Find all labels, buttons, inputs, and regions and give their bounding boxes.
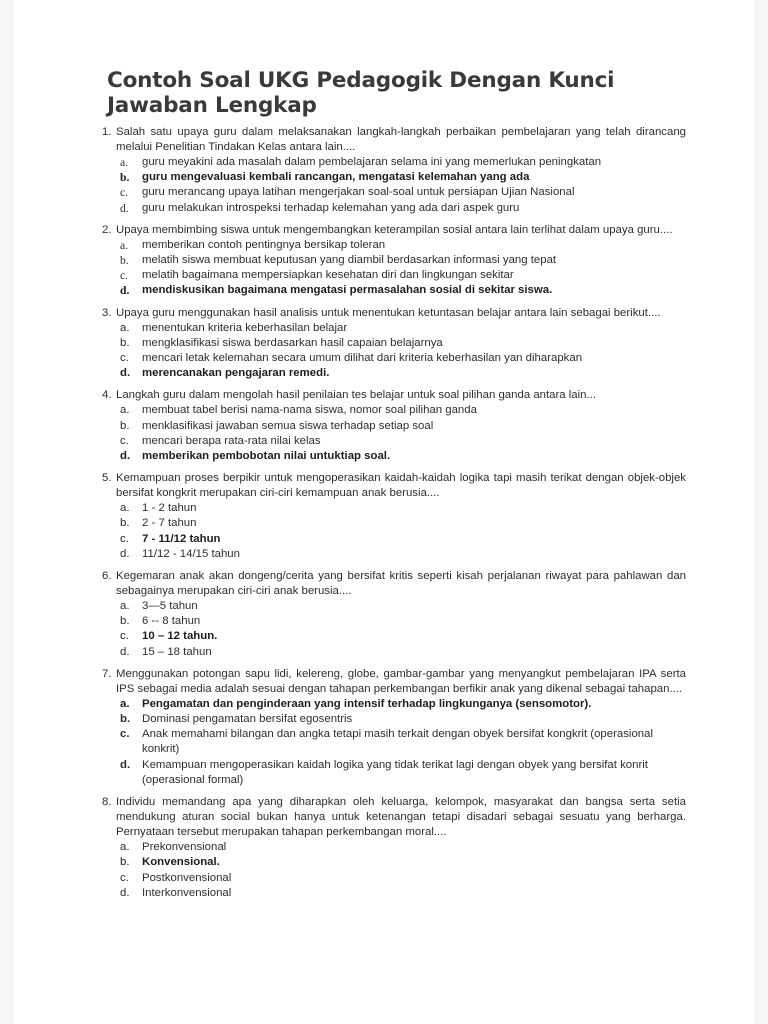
question-text: Upaya guru menggunakan hasil analisis untuk menentukan ketuntasan belajar antara lain sebagai berikut.... <box>116 306 661 319</box>
question-stem <box>86 569 686 599</box>
option-letter: c. <box>120 532 129 545</box>
option-a <box>86 403 686 418</box>
option-letter: a. <box>120 404 130 417</box>
option-c-answer <box>86 629 686 644</box>
option-list <box>86 403 686 464</box>
option-b <box>86 336 686 351</box>
question-3 <box>86 306 686 382</box>
question-5 <box>86 471 686 562</box>
option-a <box>86 840 686 855</box>
option-letter: b. <box>120 336 130 349</box>
option-letter: b. <box>120 171 130 185</box>
option-d <box>86 547 686 562</box>
option-text: mencari berapa rata-rata nilai kelas <box>142 434 321 447</box>
option-text: menentukan kriteria keberhasilan belajar <box>142 321 348 334</box>
option-text: 11/12 - 14/15 tahun <box>142 547 240 560</box>
option-c <box>86 268 686 283</box>
option-text: 15 – 18 tahun <box>142 645 212 658</box>
option-text: menklasifikasi jawaban semua siswa terhadap setiap soal <box>142 419 434 432</box>
question-number: 5. <box>102 472 112 485</box>
option-letter: a. <box>120 841 130 854</box>
option-a <box>86 501 686 516</box>
document-page <box>14 0 754 1024</box>
option-letter: a. <box>120 697 130 710</box>
option-letter: b. <box>120 419 130 432</box>
option-list <box>86 840 686 901</box>
question-text: Menggunakan potongan sapu lidi, kelereng, globe, gambar-gambar yang menyangkut pembelajaran IPA serta IPS sebagai media adalah sesuai dengan tahapan perkembangan berfikir anak yang dikenal sebagai tahapan.... <box>116 667 686 695</box>
option-letter: c. <box>120 186 129 200</box>
option-text: Pengamatan dan penginderaan yang intensif terhadap lingkunganya (sensomotor). <box>142 697 592 710</box>
option-letter: a. <box>120 321 130 334</box>
option-text: guru mengevaluasi kembali rancangan, mengatasi kelemahan yang ada <box>142 171 530 184</box>
option-letter: c. <box>120 352 129 365</box>
question-text: Kegemaran anak akan dongeng/cerita yang bersifat kritis seperti kisah perjalanan riwayat para pahlawan dan sebagainya merupakan ciri-ciri anak berusia.... <box>116 570 686 598</box>
option-text: mendiskusikan bagaimana mengatasi permasalahan sosial di sekitar siswa. <box>142 284 553 297</box>
option-a-answer <box>86 697 686 712</box>
option-c <box>86 871 686 886</box>
question-stem <box>86 306 686 321</box>
option-letter: d. <box>120 284 130 298</box>
option-d <box>86 201 686 216</box>
option-c <box>86 185 686 200</box>
option-text: membuat tabel berisi nama-nama siswa, nomor soal pilihan ganda <box>142 404 477 417</box>
question-text: Upaya membimbing siswa untuk mengembangkan keterampilan sosial antara lain terlihat dalam upaya guru.... <box>116 223 673 236</box>
question-7 <box>86 667 686 788</box>
option-d <box>86 758 686 788</box>
question-stem <box>86 471 686 501</box>
option-text: guru merancang upaya latihan mengerjakan soal-soal untuk persiapan Ujian Nasional <box>142 186 575 199</box>
option-text: melatih bagaimana mempersiapkan kesehatan diri dan lingkungan sekitar <box>142 269 514 282</box>
question-text: Individu memandang apa yang diharapkan oleh keluarga, kelompok, masyarakat dan bangsa serta setia mendukung aturan social bukan hanya untuk ketenangan tetapi disadari sebagai sesuatu yang berharga. Pernyataan tersebut merupakan tahapan perkembangan moral.... <box>116 796 686 839</box>
option-letter: c. <box>120 434 129 447</box>
option-letter: b. <box>120 517 130 530</box>
option-text: merencanakan pengajaran remedi. <box>142 367 330 380</box>
question-number: 3. <box>102 306 112 319</box>
option-c <box>86 727 686 757</box>
option-list <box>86 501 686 562</box>
option-text: memberikan pembobotan nilai untuktiap soal. <box>142 450 391 463</box>
question-stem <box>86 667 686 697</box>
option-c <box>86 434 686 449</box>
option-text: 2 - 7 tahun <box>142 517 197 530</box>
option-text: Postkonvensional <box>142 871 232 884</box>
option-text: 6 -- 8 tahun <box>142 615 201 628</box>
option-list <box>86 238 686 299</box>
option-list <box>86 321 686 382</box>
option-letter: c. <box>120 269 129 283</box>
option-b <box>86 614 686 629</box>
question-stem <box>86 223 686 238</box>
option-letter: d. <box>120 645 130 658</box>
option-d-answer <box>86 449 686 464</box>
option-text: Dominasi pengamatan bersifat egosentris <box>142 713 353 726</box>
question-stem <box>86 388 686 403</box>
option-letter: c. <box>120 728 130 741</box>
question-number: 1. <box>102 126 112 138</box>
option-text: Kemampuan mengoperasikan kaidah logika yang tidak terikat lagi dengan obyek yang bersifat konrit (operasional formal) <box>142 758 648 786</box>
option-d <box>86 645 686 660</box>
option-letter: d. <box>120 201 129 215</box>
option-d-answer <box>86 283 686 298</box>
option-a <box>86 155 686 170</box>
option-c-answer <box>86 532 686 547</box>
option-letter: d. <box>120 886 130 899</box>
option-text: 3—5 tahun <box>142 600 198 613</box>
option-letter: b. <box>120 615 130 628</box>
question-list <box>86 125 686 908</box>
question-text: Langkah guru dalam mengolah hasil penilaian tes belajar untuk soal pilihan ganda antara lain... <box>116 389 597 402</box>
question-number: 6. <box>102 570 112 583</box>
option-list <box>86 599 686 660</box>
option-text: Anak memahami bilangan dan angka tetapi masih terkait dengan obyek bersifat kongkrit (operasional konkrit) <box>142 728 653 756</box>
question-stem <box>86 795 686 840</box>
option-text: 1 - 2 tahun <box>142 502 197 515</box>
option-d <box>86 886 686 901</box>
option-letter: d. <box>120 547 130 560</box>
option-text: guru melakukan introspeksi terhadap kelemahan yang ada dari aspek guru <box>142 201 520 214</box>
option-letter: c. <box>120 630 129 643</box>
question-number: 2. <box>102 223 112 236</box>
question-4 <box>86 388 686 464</box>
option-b-answer <box>86 170 686 185</box>
option-b <box>86 516 686 531</box>
option-letter: b. <box>120 713 131 726</box>
question-text: Kemampuan proses berpikir untuk mengoperasikan kaidah-kaidah logika tapi masih terikat dengan objek-objek bersifat kongkrit merupakan ciri-ciri kemampuan anak berusia.... <box>116 472 686 500</box>
question-number: 8. <box>102 796 112 809</box>
option-text: Prekonvensional <box>142 841 227 854</box>
question-1 <box>86 125 686 216</box>
option-text: guru meyakini ada masalah dalam pembelajaran selama ini yang memerlukan peningkatan <box>142 156 602 168</box>
option-text: 7 - 11/12 tahun <box>142 532 221 545</box>
question-stem <box>86 125 686 155</box>
option-b-answer <box>86 855 686 870</box>
option-text: 10 – 12 tahun. <box>142 630 218 643</box>
option-a <box>86 321 686 336</box>
option-letter: c. <box>120 871 129 884</box>
option-text: melatih siswa membuat keputusan yang diambil berdasarkan informasi yang tepat <box>142 254 557 267</box>
option-c <box>86 351 686 366</box>
option-letter: a. <box>120 502 130 515</box>
option-list <box>86 155 686 216</box>
option-list <box>86 697 686 788</box>
question-text: Salah satu upaya guru dalam melaksanakan langkah-langkah perbaikan pembelajaran yang telah dirancang melalui Penelitian Tindakan Kelas antara lain.... <box>116 126 686 153</box>
page-title: Contoh Soal UKG Pedagogik Dengan Kunci Jawaban Lengkap <box>107 68 615 118</box>
option-d-answer <box>86 366 686 381</box>
option-letter: a. <box>120 600 130 613</box>
option-text: Interkonvensional <box>142 886 232 899</box>
option-b <box>86 712 686 727</box>
question-number: 4. <box>102 389 112 402</box>
option-text: mencari letak kelemahan secara umum dilihat dari kriteria keberhasilan yan diharapkan <box>142 352 583 365</box>
option-b <box>86 253 686 268</box>
option-letter: d. <box>120 367 131 380</box>
option-letter: a. <box>120 156 129 169</box>
question-number: 7. <box>102 667 112 680</box>
question-2 <box>86 223 686 299</box>
option-b <box>86 419 686 434</box>
question-6 <box>86 569 686 660</box>
option-letter: b. <box>120 254 129 268</box>
option-a <box>86 599 686 614</box>
question-8 <box>86 795 686 901</box>
option-letter: a. <box>120 238 129 252</box>
option-text: memberikan contoh pentingnya bersikap toleran <box>142 238 386 251</box>
option-text: Konvensional. <box>142 856 220 869</box>
option-letter: d. <box>120 450 131 463</box>
option-a <box>86 238 686 253</box>
option-letter: b. <box>120 856 130 869</box>
option-letter: d. <box>120 758 131 771</box>
option-text: mengklasifikasi siswa berdasarkan hasil capaian belajarnya <box>142 336 443 349</box>
